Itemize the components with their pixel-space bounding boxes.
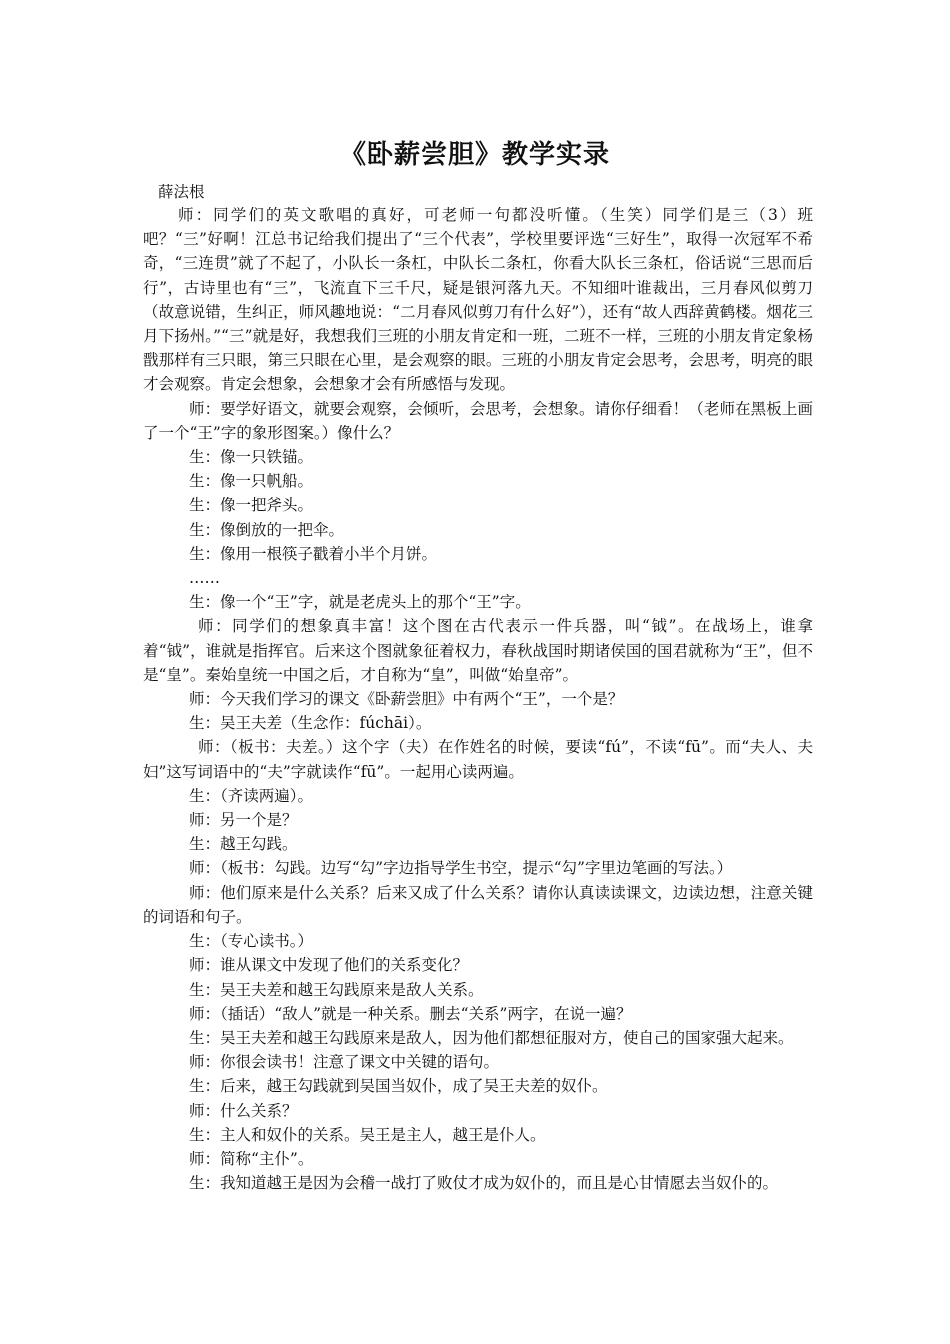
paragraph: 师：简称“主仆”。	[189, 1149, 314, 1168]
paragraph: 生：吴王夫差和越王勾践原来是敌人关系。	[189, 980, 484, 999]
paragraph: 生：（专心读书。）	[189, 932, 314, 951]
document-body	[143, 203, 813, 1195]
paragraph: 师：（板书：夫差。）这个字（夫）在作姓名的时候，要读“fú”，不读“fū”。而“夫人、夫妇”这写词语中的“夫”字就读作“fū”。一起用心读两遍。	[143, 738, 813, 781]
paragraph: 师：他们原来是什么关系？后来又成了什么关系？请你认真读读课文，边读边想，注意关键的词语和句子。	[143, 883, 813, 926]
paragraph: 师：另一个是？	[189, 811, 298, 830]
paragraph: 生：像一只帆船。	[189, 472, 314, 491]
paragraph: 生：像一把斧头。	[189, 496, 314, 515]
paragraph: 师：谁从课文中发现了他们的关系变化？	[189, 956, 469, 975]
paragraph: 师：（插话）“敌人”就是一种关系。删去“关系”两字，在说一遍？	[189, 1004, 632, 1023]
paragraph: 生：后来，越王勾践就到吴国当奴仆，成了吴王夫差的奴仆。	[189, 1077, 608, 1096]
paragraph: 生：越王勾践。	[189, 835, 298, 854]
paragraph: ……	[189, 569, 220, 588]
paragraph: 生：像倒放的一把伞。	[189, 520, 345, 539]
paragraph: 生：像一只铁锚。	[189, 448, 314, 467]
paragraph: 师：（板书：勾践。边写“勾”字边指导学生书空，提示“勾”字里边笔画的写法。）	[189, 859, 733, 878]
paragraph: 生：我知道越王是因为会稽一战打了败仗才成为奴仆的，而且是心甘情愿去当奴仆的。	[189, 1174, 779, 1193]
paragraph: 师：你很会读书！注意了课文中关键的语句。	[189, 1053, 500, 1072]
document-title: 《卧薪尝胆》教学实录	[339, 140, 610, 170]
paragraph: 师：今天我们学习的课文《卧薪尝胆》中有两个“王”，一个是？	[189, 690, 624, 709]
paragraph: 生：像用一根筷子戳着小半个月饼。	[189, 544, 438, 563]
paragraph: 生：像一个“王”字，就是老虎头上的那个“王”字。	[189, 593, 531, 612]
author-name: 薛法根	[158, 183, 205, 201]
paragraph: 生：（齐读两遍）。	[189, 786, 314, 805]
paragraph: 师：同学们的想象真丰富！这个图在古代表示一件兵器，叫“钺”。在战场上，谁拿着“钺”，谁就是指挥官。后来这个图就象征着权力，春秋战国时期诸侯国的国君就称为“王”，但不是“皇”。秦始皇统一中国之后，才自称为“皇”，叫做“始皇帝”。	[143, 617, 813, 684]
paragraph: 生：吴王夫差（生念作：fúchāi）。	[189, 714, 432, 733]
paragraph: 生：吴王夫差和越王勾践原来是敌人，因为他们都想征服对方，使自己的国家强大起来。	[189, 1028, 794, 1047]
paragraph: 师：要学好语文，就要会观察，会倾听，会思考，会想象。请你仔细看！（老师在黑板上画了一个“王”字的象形图案。）像什么？	[143, 399, 813, 442]
paragraph: 师：什么关系？	[189, 1101, 298, 1120]
paragraph: 生：主人和奴仆的关系。吴王是主人，越王是仆人。	[189, 1125, 546, 1144]
paragraph: 师：同学们的英文歌唱的真好，可老师一句都没听懂。（生笑）同学们是三（3）班吧？“三”好啊！江总书记给我们提出了“三个代表”，学校里要评选“三好生”，取得一次冠军不希奇，“三连贯”就了不起了，小队长一条杠，中队长二条杠，你看大队长三条杠，俗话说“三思而后行”，古诗里也有“三”，飞流直下三千尺，疑是银河落九天。不知细叶谁裁出，三月春风似剪刀（故意说错，生纠正，师风趣地说：“二月春风似剪刀有什么好”），还有“故人西辞黄鹤楼。烟花三月下扬州。”“三”就是好，我想我们三班的小朋友肯定和一班，二班不一样，三班的小朋友肯定象杨戬那样有三只眼，第三只眼在心里，是会观察的眼。三班的小朋友肯定会思考，会思考，明亮的眼才会观察。肯定会想象，会想象才会有所感悟与发现。	[143, 206, 813, 394]
